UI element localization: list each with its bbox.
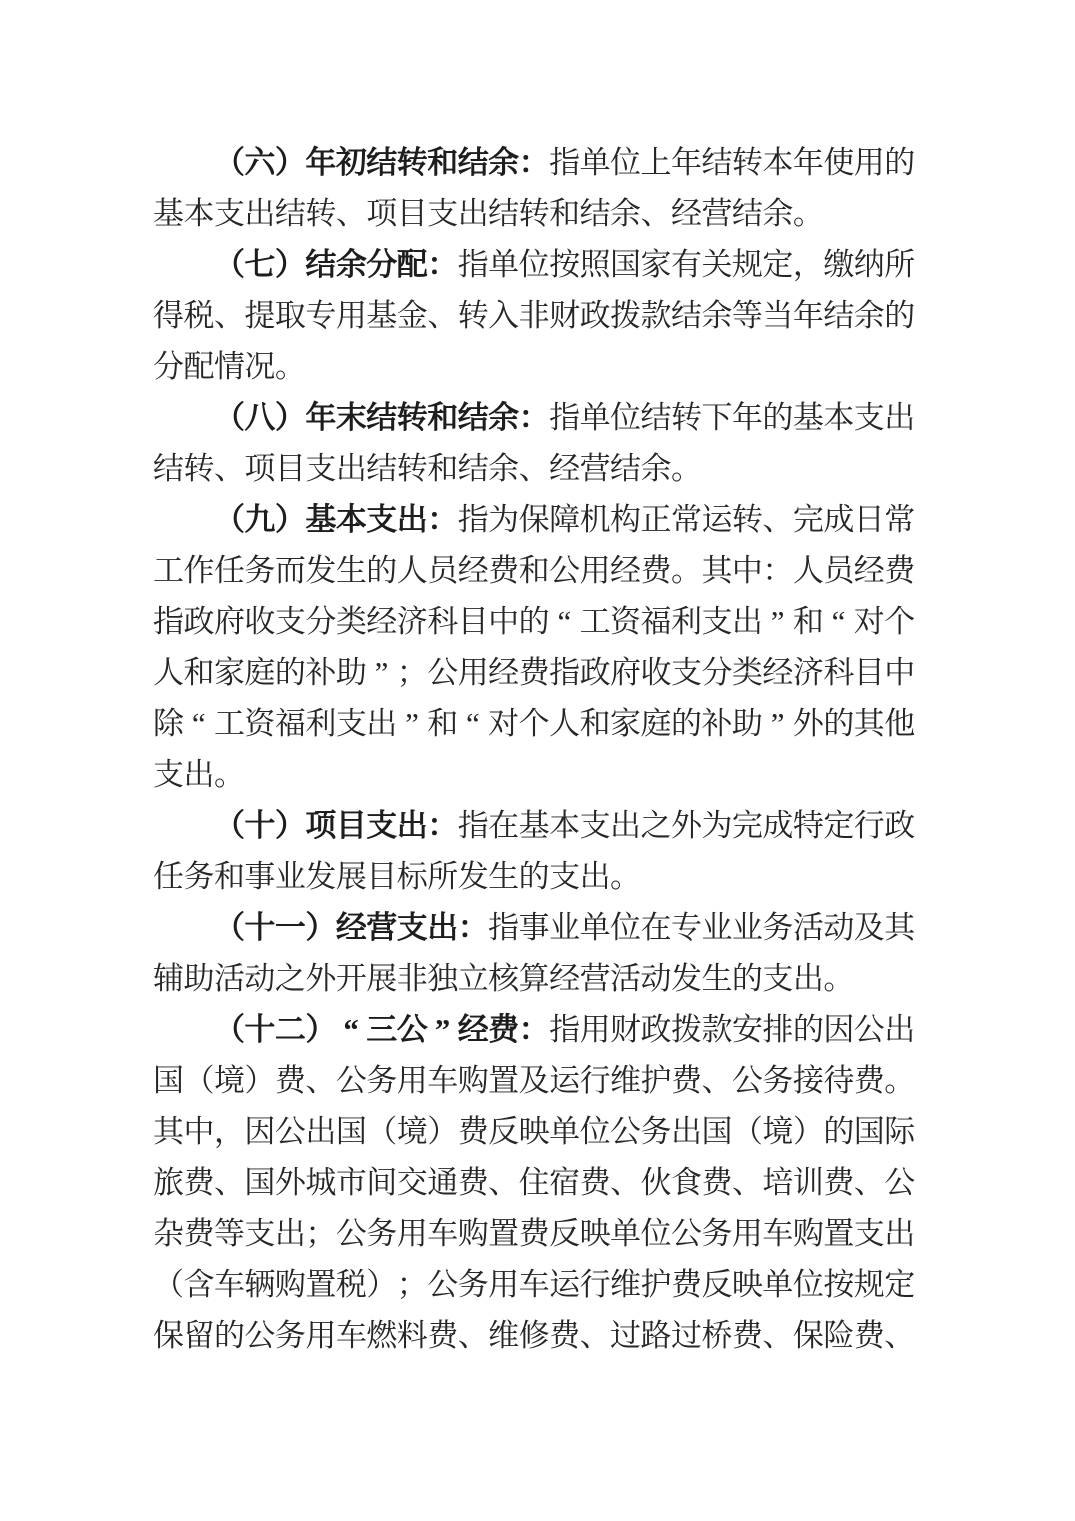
paragraph-text: 指在基本支出之外为完成特定行政 <box>457 808 916 843</box>
text-line <box>153 851 915 902</box>
text-line <box>153 494 915 545</box>
text-line <box>153 800 915 851</box>
paragraph-heading: （十）项目支出： <box>213 808 459 843</box>
paragraph-heading: （八）年末结转和结余： <box>213 400 550 435</box>
text-line <box>153 290 915 341</box>
text-line <box>153 596 915 647</box>
text-line <box>153 137 915 188</box>
text-line <box>153 1310 915 1361</box>
first-line-indent <box>153 1004 214 1005</box>
paragraph-heading: （十一）经营支出： <box>213 910 489 945</box>
paragraph-text: 指为保障机构正常运转、完成日常 <box>457 502 916 537</box>
paragraph-text: 指事业单位在专业业务活动及其 <box>488 910 916 945</box>
paragraph-text: 分配情况。 <box>153 349 306 384</box>
paragraph-text: 支出。 <box>153 757 245 792</box>
text-line <box>153 902 915 953</box>
paragraph-text: 指单位按照国家有关规定，缴纳所 <box>457 247 916 282</box>
text-line <box>153 953 915 1004</box>
paragraph-text: 得税、提取专用基金、转入非财政拨款结余等当年结余的 <box>153 298 916 333</box>
text-line <box>153 1055 915 1106</box>
paragraph-text: 人和家庭的补助 ” ；公用经费指政府收支分类经济科目中 <box>153 655 916 690</box>
text-line <box>153 647 915 698</box>
text-line <box>153 749 915 800</box>
paragraph-text: 结转、项目支出结转和结余、经营结余。 <box>153 451 702 486</box>
paragraph-heading: （十二） “ 三公 ” 经费： <box>213 1012 550 1047</box>
text-line <box>153 1106 915 1157</box>
text-line <box>153 1157 915 1208</box>
first-line-indent <box>153 800 214 801</box>
paragraph-heading: （七）结余分配： <box>213 247 459 282</box>
text-line <box>153 341 915 392</box>
paragraph-text: 指单位上年结转本年使用的 <box>549 145 916 180</box>
text-line <box>153 188 915 239</box>
text-line <box>153 698 915 749</box>
text-line <box>153 1208 915 1259</box>
paragraph-text: 指政府收支分类经济科目中的 “ 工资福利支出 ” 和 “ 对个 <box>153 604 916 639</box>
paragraph-text: 国（境）费、公务用车购置及运行维护费、公务接待费。 <box>153 1063 916 1098</box>
first-line-indent <box>153 239 214 240</box>
text-line <box>153 239 915 290</box>
paragraph-text: 除 “ 工资福利支出 ” 和 “ 对个人和家庭的补助 ” 外的其他 <box>153 706 916 741</box>
paragraph-text: 指用财政拨款安排的因公出 <box>549 1012 916 1047</box>
first-line-indent <box>153 494 214 495</box>
text-line <box>153 443 915 494</box>
text-block <box>153 137 915 1361</box>
paragraph-heading: （六）年初结转和结余： <box>213 145 550 180</box>
text-line <box>153 545 915 596</box>
paragraph-text: 保留的公务用车燃料费、维修费、过路过桥费、保险费、 <box>153 1318 916 1353</box>
paragraph-text: 任务和事业发展目标所发生的支出。 <box>153 859 642 894</box>
first-line-indent <box>153 137 214 138</box>
paragraph-text: 工作任务而发生的人员经费和公用经费。其中：人员经费 <box>153 553 916 588</box>
paragraph-text: 辅助活动之外开展非独立核算经营活动发生的支出。 <box>153 961 855 996</box>
paragraph-text: 旅费、国外城市间交通费、住宿费、伙食费、培训费、公 <box>153 1165 916 1200</box>
paragraph-text: 指单位结转下年的基本支出 <box>549 400 916 435</box>
text-line <box>153 1004 915 1055</box>
text-line <box>153 1259 915 1310</box>
paragraph-text: 杂费等支出；公务用车购置费反映单位公务用车购置支出 <box>153 1216 916 1251</box>
first-line-indent <box>153 392 214 393</box>
text-line <box>153 392 915 443</box>
first-line-indent <box>153 902 214 903</box>
paragraph-text: （含车辆购置税）；公务用车运行维护费反映单位按规定 <box>153 1267 916 1302</box>
paragraph-text: 基本支出结转、项目支出结转和结余、经营结余。 <box>153 196 824 231</box>
paragraph-heading: （九）基本支出： <box>213 502 459 537</box>
paragraph-text: 其中，因公出国（境）费反映单位公务出国（境）的国际 <box>153 1114 916 1149</box>
